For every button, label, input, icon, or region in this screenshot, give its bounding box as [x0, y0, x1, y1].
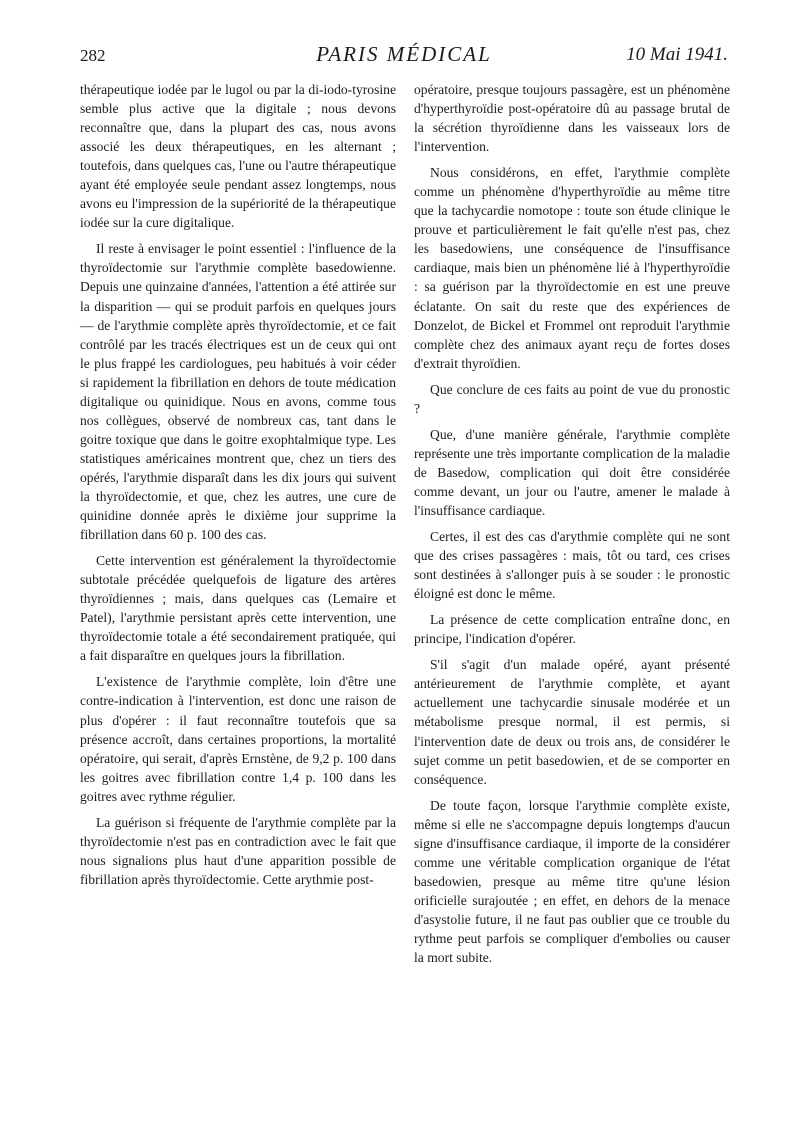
paragraph: Que, d'une manière générale, l'arythmie complète représente une très importante complication de la maladie de Basedow, complication qui doit être considérée comme devant, un jour ou l'autre, amener le malade à l'insuffisance cardiaque. [414, 426, 730, 518]
paragraph: Nous considérons, en effet, l'arythmie complète comme un phénomène d'hyperthyroïdie au même titre que la tachycardie nomotope : toute son étude clinique le prouve et particulièrement le fait qu'elle n'est pas, chez les basedowiens, une conséquence de l'insuffisance cardiaque, mais bien un phénomène lié à l'hyperthyroïdie : sa guérison par la thyroïdectomie en est une preuve éclatante. On sait du reste que des expériences de Donzelot, de Bickel et Frommel ont reproduit l'arythmie complète chez des animaux ayant reçu de fortes doses d'extrait thyroïdien. [414, 165, 730, 371]
paragraph: La guérison si fréquente de l'arythmie complète par la thyroïdectomie n'est pas en contradiction avec le fait que nous signalions plus haut d'une apparition possible de fibrillation après thyroïdectomie. Cette arythmie post- [80, 814, 396, 887]
paragraph: L'existence de l'arythmie complète, loin d'être une contre-indication à l'intervention, est donc une raison de plus d'opérer : il faut reconnaître toutefois que sa présence accroît, dans certaines proportions, la mortalité opératoire, qui serait, d'après Ernstène, de 9,2 p. 100 dans les goitres avec fibrillation contre 1,4 p. 100 dans les goitres avec rythme régulier. [80, 674, 396, 804]
paragraph: S'il s'agit d'un malade opéré, ayant présenté antérieurement de l'arythmie complète, et ayant actuellement une tachycardie sinusale modérée et un métabolisme presque normal, il est permis, si l'intervention date de deux ou trois ans, de considérer le sujet comme un petit basedowien, et de se comporter en conséquence. [414, 657, 730, 787]
page-header [80, 40, 728, 76]
page-number: 282 [80, 46, 106, 65]
paragraph: Cette intervention est généralement la thyroïdectomie subtotale précédée quelquefois de ligature des artères thyroïdiennes ; mais, dans quelques cas (Lemaire et Patel), l'arythmie persistant après cette intervention, une thyroïdectomie totale a été secondairement pratiquée, qui a fait disparaître en quelques jours la fibrillation. [80, 553, 396, 664]
issue-date: 10 Mai 1941. [626, 44, 728, 65]
paragraph: De toute façon, lorsque l'arythmie complète existe, même si elle ne s'accompagne depuis longtemps d'aucun signe d'insuffisance cardiaque, il importe de la considérer comme une véritable complication organique de l'état basedowien, presque au même titre qu'une lésion orificielle surajoutée ; en effet, en dehors de la menace d'asystolie future, il ne faut pas oublier que ce trouble du rythme peut parfois se compliquer d'embolies ou causer la mort subite. [414, 797, 730, 966]
paragraph: thérapeutique iodée par le lugol ou par la di-iodo-tyrosine semble plus active que la digitale ; nous devons reconnaître que, dans la plupart des cas, nous avons associé les deux thérapeutiques, en les alternant ; toutefois, dans quelques cas, l'une ou l'autre thérapeutique ayant été employée seule pendant assez longtemps, nous avons eu l'impression de la supériorité de la thérapeutique iodée sur la cure digitalique. [80, 82, 396, 231]
paragraph: opératoire, presque toujours passagère, est un phénomène d'hyperthyroïdie post-opératoire dû au passage brutal de la sécrétion thyroïdienne dans les vaisseaux lors de l'intervention. [414, 82, 730, 155]
paragraph: Il reste à envisager le point essentiel : l'influence de la thyroïdectomie sur l'arythmie complète basedowienne. Depuis une quinzaine d'années, l'attention a été attirée sur la disparition — qui se produit parfois en quelques jours — de l'arythmie complète après thyroïdectomie, et ce fait contrôlé par les tracés électriques est un de ceux qui ont le plus frappé les cardiologues, peu habitués à voir céder si rapidement la fibrillation en dehors de toute médication digitalique ou quinidique. Nous en avons, comme tous nos collègues, observé de nombreux cas, tant dans le goitre toxique que dans le goitre exophtalmique type. Les statistiques américaines montrent que, chez un tiers des opérés, l'arythmie disparaît dans les dix jours qui suivent la thyroïdectomie, et que, chez les autres, une cure de quinidine donnée après le dixième jour supprime la fibrillation dans 60 p. 100 des cas. [80, 241, 396, 543]
paragraph: Certes, il est des cas d'arythmie complète qui ne sont que des crises passagères : mais, tôt ou tard, ces crises sont destinées à s'allonger puis à se souder : le pronostic éloigné est donc le même. [414, 529, 730, 602]
paragraph: Que conclure de ces faits au point de vue du pronostic ? [414, 381, 730, 416]
journal-title: PARIS MÉDICAL [316, 42, 492, 66]
paragraph: La présence de cette complication entraîne donc, en principe, l'indication d'opérer. [414, 612, 730, 647]
left-column [80, 80, 396, 889]
right-column [414, 80, 730, 967]
